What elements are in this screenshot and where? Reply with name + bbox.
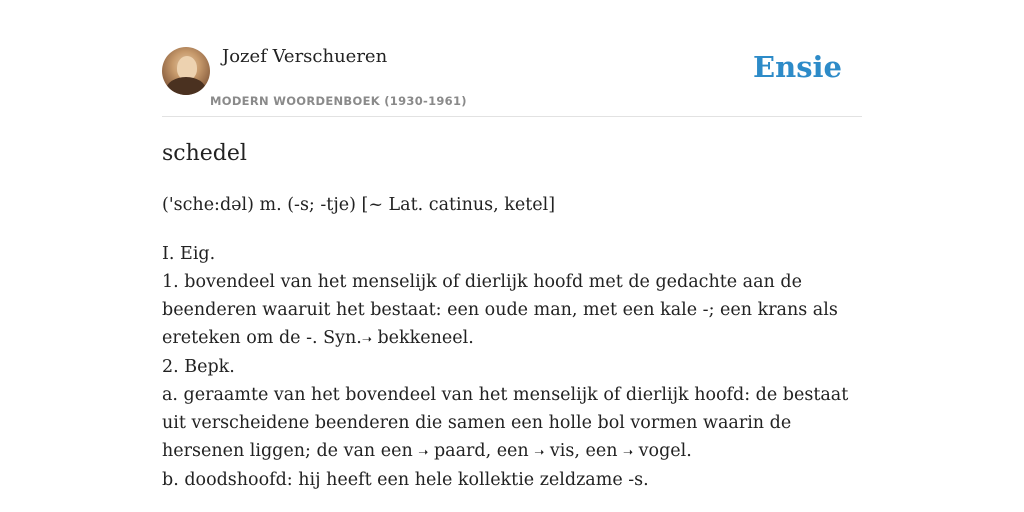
arrow-icon: ➝ <box>361 332 372 346</box>
link-vogel[interactable]: vogel <box>638 441 687 461</box>
definition-line: 2. Bepk. <box>162 357 235 377</box>
definition-line: a. geraamte van het bovendeel van het menselijk of dierlijk hoofd: de bestaat uit verscheidene beenderen die samen een holle bol vormen waarin de hersenen liggen; de van een ➝ paard, een ➝ vis, een ➝ vogel. <box>162 385 849 461</box>
source-label[interactable]: MODERN WOORDENBOEK (1930-1961) <box>210 94 467 108</box>
definition-line: I. Eig. <box>162 244 216 264</box>
entry-definitions <box>162 240 862 494</box>
definition-line: 1. bovendeel van het menselijk of dierlijk hoofd met de gedachte aan de beenderen waaruit het bestaat: een oude man, met een kale -; een krans als ereteken om de -. Syn.➝ bekkeneel. <box>162 272 838 348</box>
entry-pronunciation: ('sche:dəl) m. (-s; -tje) [~ Lat. catinus, ketel] <box>162 195 556 215</box>
arrow-icon: ➝ <box>418 445 429 459</box>
author-avatar[interactable] <box>162 47 210 95</box>
definition-line: b. doodshoofd: hij heeft een hele kollektie zeldzame -s. <box>162 470 649 490</box>
link-vis[interactable]: vis <box>549 441 575 461</box>
entry-term: schedel <box>162 141 247 166</box>
link-paard[interactable]: paard <box>433 441 486 461</box>
entry-header <box>162 0 862 117</box>
author-name[interactable]: Jozef Verschueren <box>222 46 388 67</box>
avatar-coat <box>166 77 206 95</box>
arrow-icon: ➝ <box>534 445 545 459</box>
brand-logo[interactable]: Ensie <box>753 50 842 84</box>
link-bekkeneel[interactable]: bekkeneel <box>377 328 469 348</box>
arrow-icon: ➝ <box>623 445 634 459</box>
entry-card <box>162 0 862 512</box>
